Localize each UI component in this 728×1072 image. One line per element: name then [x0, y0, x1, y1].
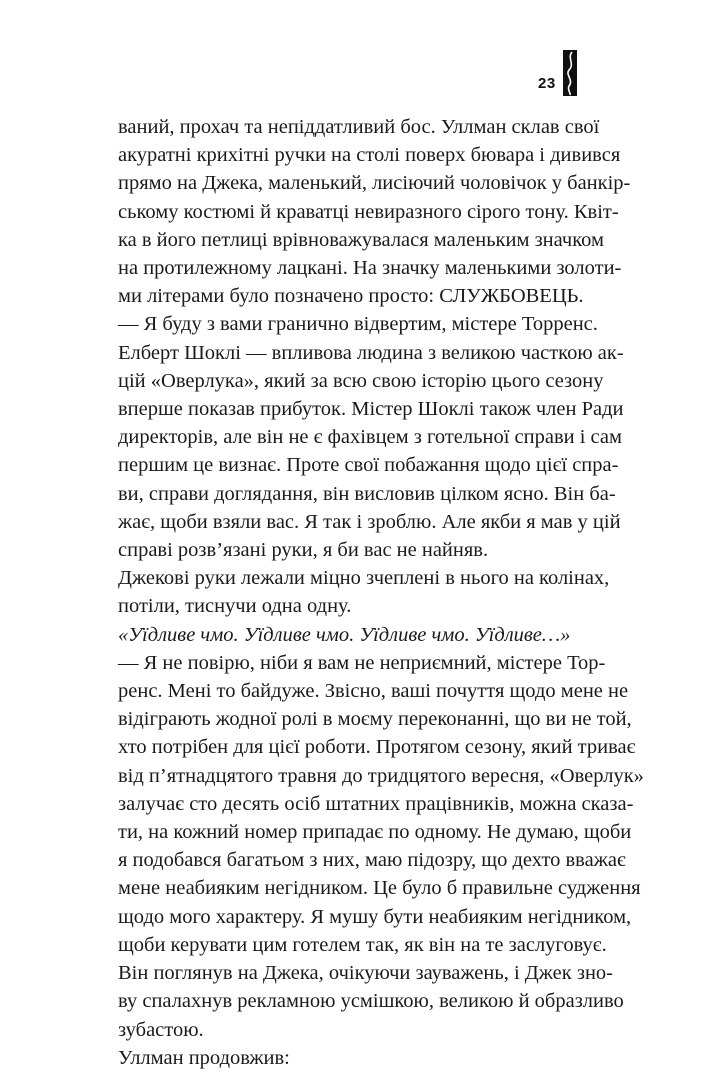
italic-text-line: «Уїдливе чмо. Уїдливе чмо. Уїдливе чмо. Уїдливе…»	[118, 623, 571, 646]
text-line: щоби керувати цим готелем так, як він на те заслуговує.	[118, 933, 607, 956]
text-line: ви, справи доглядання, він висловив цілком ясно. Він ба-	[118, 482, 616, 505]
text-line: — Я не повірю, ніби я вам не неприємний, містере Тор-	[118, 651, 606, 674]
text-line: прямо на Джека, маленький, лисіючий чоловічок у банкір-	[118, 172, 631, 195]
chapter-tab-mark	[563, 50, 577, 96]
page-number: 23	[538, 75, 556, 92]
text-line: зубастою.	[118, 1018, 204, 1041]
text-line: жає, щоби взяли вас. Я так і зроблю. Але якби я мав у цій	[118, 510, 621, 533]
text-line: залучає сто десять осіб штатних працівників, можна сказа-	[118, 792, 634, 815]
body-text	[118, 113, 644, 1072]
swirl-ornament-icon	[563, 50, 577, 96]
text-line: я подобався багатьом з них, маю підозру, що дехто вважає	[118, 849, 626, 872]
text-line: Джекові руки лежали міцно зчеплені в нього на колінах,	[118, 567, 610, 590]
text-line: відіграють жодної ролі в моєму переконанні, що ви не той,	[118, 708, 632, 731]
text-line: ти, на кожний номер припадає по одному. Не думаю, щоби	[118, 821, 632, 844]
text-line: від п’ятнадцятого травня до тридцятого вересня, «Оверлук»	[118, 764, 644, 787]
text-line: хто потрібен для цієї роботи. Протягом сезону, який триває	[118, 736, 636, 759]
text-line: потіли, тиснучи одна одну.	[118, 595, 352, 618]
text-line: ву спалахнув рекламною усмішкою, великою й образливо	[118, 990, 624, 1013]
text-line: ському костюмі й краватці невиразного сірого тону. Квіт-	[118, 200, 619, 223]
text-line: ренс. Мені то байдуже. Звісно, ваші почуття щодо мене не	[118, 680, 629, 703]
text-line: вперше показав прибуток. Містер Шоклі також член Ради	[118, 398, 624, 421]
text-line: першим це визнає. Проте свої побажання щодо цієї спра-	[118, 454, 619, 477]
text-line: директорів, але він не є фахівцем з готельної справи і сам	[118, 426, 622, 449]
text-line: — Я буду з вами гранично відвертим, містере Торренс.	[118, 313, 598, 336]
text-line: Елберт Шоклі — впливова людина з великою часткою ак-	[118, 341, 624, 364]
text-line: ваний, прохач та непіддатливий бос. Уллман склав свої	[118, 116, 600, 138]
text-line: мене неабияким негідником. Це було б правильне судження	[118, 877, 641, 900]
text-line: на протилежному лацкані. На значку маленькими золоти-	[118, 257, 622, 280]
text-line: акуратні крихітні ручки на столі поверх бювара і дивився	[118, 144, 621, 167]
text-line: ми літерами було позначено просто: СЛУЖБОВЕЦЬ.	[118, 285, 584, 308]
text-line: Уллман продовжив:	[118, 1046, 290, 1069]
text-line: цій «Оверлука», який за всю свою історію цього сезону	[118, 369, 604, 392]
text-line: Він поглянув на Джека, очікуючи зауважень, і Джек зно-	[118, 962, 613, 985]
text-line: щодо мого характеру. Я мушу бути неабияким негідником,	[118, 905, 632, 928]
text-line: ка в його петлиці врівноважувалася маленьким значком	[118, 228, 604, 251]
text-line: справі розв’язані руки, я би вас не найняв.	[118, 539, 489, 562]
